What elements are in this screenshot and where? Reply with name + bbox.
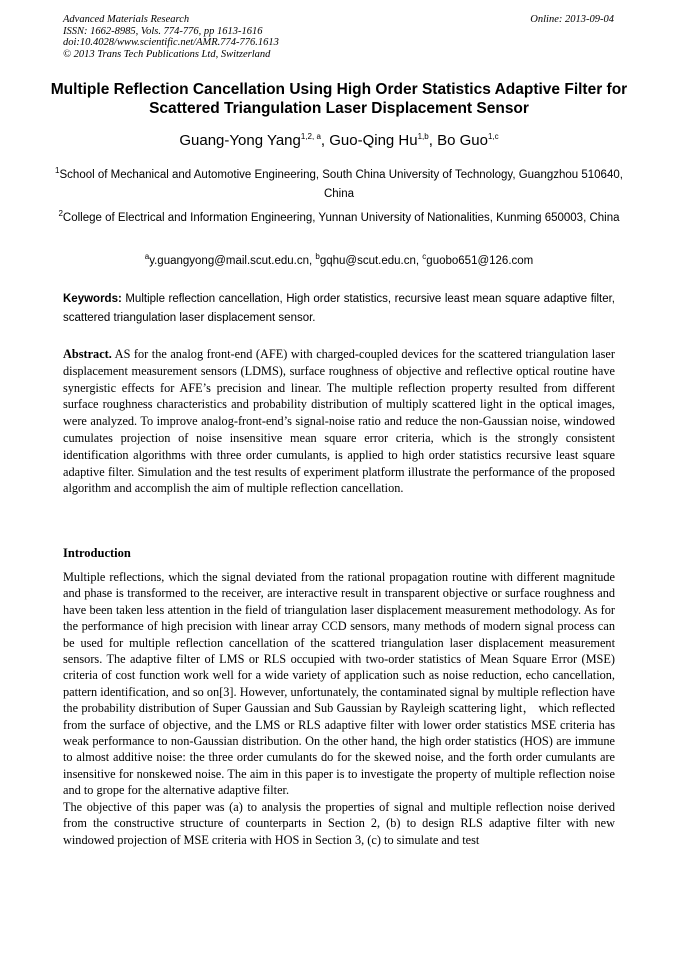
- journal-header: [63, 14, 279, 60]
- affiliation-text: College of Electrical and Information Engineering, Yunnan University of Nationalities, Kunming 650003, China: [62, 212, 620, 224]
- author-emails: $^a$y.guangyong@mail.scut.edu.cn, $^b$gqhu@scut.edu.cn, $^c$guobo651@126.com: [144, 252, 534, 267]
- paragraph: The objective of this paper was (a) to analysis the properties of signal and multiple reflection noise derived from the constructive structure of counterparts in Section 2, (b) to design RLS adaptive filter with new windowed projection of MSE criteria with HOS in Section 3, (c) to simulate and test: [63, 799, 615, 847]
- author-separator: ,: [428, 132, 438, 149]
- email-marker: b: [315, 252, 320, 262]
- author-name: Guo-Qing Hu: [329, 132, 418, 149]
- author-superscript: 1,2, a: [300, 132, 321, 141]
- email-marker: c: [422, 252, 427, 262]
- abstract-text: AS for the analog front-end (AFE) with charged-coupled devices for the scattered triangulation laser displacement measurement sensors (LDMS), surface roughness of objective and reflective optical routine have synergistic effects for AFE’s precision and linear. The multiple reflection property resulted from different surface roughness characteristics and probability distribution of multiply scattered light in the optical images, were analyzed. To improve analog-front-end’s signal-noise ratio and reduce the non-Gaussian noise, windowed cumulates projection of noise insensitive mean square error criteria, which is the strongly consistent identification algorithms with three order cumulants, is applied to high order statistics recursive least square adaptive filter. Simulation and the test results of experiment platform illustrate the performance of the proposed algorithm and accomplish the aim of multiple reflection cancellation.: [63, 347, 615, 496]
- affiliation-1: [40, 166, 638, 204]
- affiliation-marker: 1: [55, 166, 60, 176]
- author-name: Bo Guo: [437, 132, 488, 149]
- paper-title: Multiple Reflection Cancellation Using High Order Statistics Adaptive Filter for Scattered Triangulation Laser Displacement Sensor: [50, 81, 628, 117]
- issn-line: ISSN: 1662-8985, Vols. 774-776, pp 1613-1616: [63, 25, 263, 37]
- keywords-label: Keywords:: [63, 293, 122, 305]
- author-separator: ,: [320, 132, 330, 149]
- keywords: [63, 290, 615, 328]
- email-link[interactable]: gqhu@scut.edu.cn: [319, 255, 416, 267]
- journal-name: Advanced Materials Research: [63, 14, 190, 25]
- introduction-body: [63, 569, 615, 848]
- doi-line: doi:10.4028/www.scientific.net/AMR.774-776.1613: [63, 37, 279, 48]
- author-superscript: 1,b: [417, 132, 429, 141]
- copyright-line: © 2013 Trans Tech Publications Ltd, Switzerland: [63, 48, 271, 60]
- section-heading: Introduction: [63, 546, 131, 560]
- online-date: Online: 2013-09-04: [530, 14, 614, 25]
- keywords-text: Multiple reflection cancellation, High order statistics, recursive least mean square adaptive filter, scattered triangulation laser displacement sensor.: [63, 293, 615, 324]
- abstract: [63, 346, 615, 497]
- email-link[interactable]: y.guangyong@mail.scut.edu.cn: [149, 255, 309, 267]
- email-marker: a: [144, 252, 150, 262]
- email-link[interactable]: guobo651@126.com: [426, 255, 534, 267]
- paragraph: Multiple reflections, which the signal deviated from the rational propagation routine with different magnitude and phase is transformed to the receiver, are interactive result in transparent objective or surface roughness and have been taken less attention in the field of triangulation laser displacement measurement methodology. As for the performance of high precision with linear array CCD sensors, many methods of modern signal process can be used for multiple reflection cancellation of the scattered triangulation laser displacement measurement sensors. The adaptive filter of LMS or RLS occupied with two-order statistics of Mean Square Error (MSE) criteria of cost function work well for a wide variety of application such as noise reduction, echo cancellation, pattern identification, and so on[3]. However, unfortunately, the contaminated signal by multiple reflection have the probability distribution of Super Gaussian and Sub Gaussian by Rayleigh scattering light， which reflected from the surface of objective, and the LMS or RLS adaptive filter with lower order statistics MSE criteria has weak performance to non-Gaussian distribution. On the other hand, the high order statistics (HOS) are immune to almost additive noise: the three order cumulants do for the skewed noise, and the forth order cumulants are insensitive for nonskewed noise. The aim in this paper is to investigate the property of multiple reflection noise and to grope for the alternative adaptive filter.: [63, 570, 615, 798]
- affiliation-text: School of Mechanical and Automotive Engineering, South China University of Technology, Guangzhou 510640, China: [59, 169, 623, 200]
- author-list: [40, 132, 638, 150]
- affiliation-2: [40, 209, 638, 228]
- author-superscript: 1,c: [487, 132, 499, 141]
- author-name: Guang-Yong Yang: [179, 132, 301, 149]
- affiliation-marker: 2: [58, 209, 63, 219]
- abstract-label: Abstract.: [63, 347, 112, 361]
